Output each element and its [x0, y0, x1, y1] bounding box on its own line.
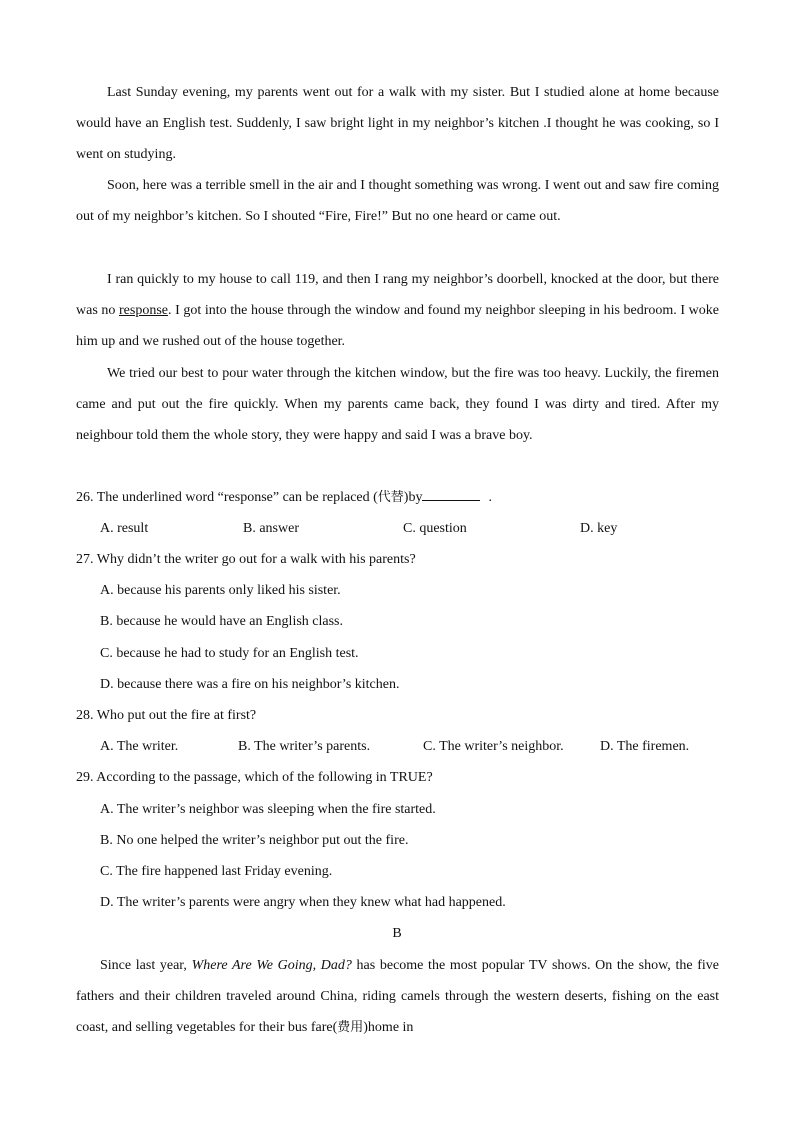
- section-b-text-mid: has become the most popular TV shows. On the show, the five fathers and their children traveled around China, riding camels through the western deserts, fishing on the east coast, and selling vegetables for their bus fare(: [76, 958, 719, 1036]
- question-26-stem: [76, 488, 492, 508]
- passage-paragraph-4: We tried our best to pour water through the kitchen window, but the fire was too heavy. Luckily, the firemen came and put out the fire quickly. When my parents came back, they found I was dirty and tired. After my neighbour told them the whole story, they were happy and said I was a brave boy.: [76, 366, 719, 444]
- question-26-option-d: D. key: [580, 521, 618, 536]
- section-b-text-start: Since last year,: [100, 958, 192, 973]
- question-27-option-c: C. because he had to study for an English test.: [100, 646, 359, 661]
- paragraph-3-text-end: . I got into the house through the window and found my neighbor sleeping in his bedroom. I woke him up and we rushed out of the house together.: [76, 303, 719, 350]
- passage-paragraph-2: Soon, here was a terrible smell in the air and I thought something was wrong. I went out and saw fire coming out of my neighbor’s kitchen. So I shouted “Fire, Fire!” But no one heard or came out.: [76, 178, 719, 225]
- show-title: Where Are We Going, Dad?: [191, 958, 352, 973]
- section-b-cjk: 费用: [337, 1020, 364, 1036]
- question-26-option-a: A. result: [100, 521, 149, 536]
- question-27-option-b: B. because he would have an English class.: [100, 614, 343, 629]
- question-27-stem: 27. Why didn’t the writer go out for a walk with his parents?: [76, 552, 416, 567]
- question-28-option-d: D. The firemen.: [600, 739, 690, 754]
- question-26-end: .: [488, 490, 492, 505]
- paragraph-3-text-start: I ran quickly to my house to call 119, and then I rang my neighbor’s doorbell, knocked at the door, but there was no: [76, 272, 719, 319]
- section-b-text-end: )home in: [363, 1020, 414, 1036]
- question-28-option-a: A. The writer.: [100, 739, 179, 754]
- passage-paragraph-1: Last Sunday evening, my parents went out for a walk with my sister. But I studied alone at home because would have an English test. Suddenly, I saw bright light in my neighbor’s kitchen .I thought he was cooking, so I went on studying.: [76, 85, 719, 163]
- underlined-word-response: response: [119, 303, 168, 319]
- question-28-stem: 28. Who put out the fire at first?: [76, 708, 257, 723]
- question-29-option-b: B. No one helped the writer’s neighbor put out the fire.: [100, 833, 409, 848]
- question-26-text-after: )by: [403, 490, 423, 505]
- question-29-stem: 29. According to the passage, which of the following in TRUE?: [76, 770, 433, 785]
- question-27-option-d: D. because there was a fire on his neighbor’s kitchen.: [100, 677, 400, 692]
- question-28-option-b: B. The writer’s parents.: [238, 739, 371, 754]
- question-26-option-b: B. answer: [243, 521, 299, 536]
- question-26-text: 26. The underlined word “response” can be replaced (: [76, 490, 378, 505]
- question-29-option-d: D. The writer’s parents were angry when they knew what had happened.: [100, 895, 506, 910]
- question-29-option-c: C. The fire happened last Friday evening.: [100, 864, 333, 879]
- question-28-option-c: C. The writer’s neighbor.: [423, 739, 564, 754]
- question-26-cjk: 代替: [377, 490, 404, 505]
- question-26-option-c: C. question: [403, 521, 467, 536]
- section-b-paragraph-1: [76, 950, 719, 1044]
- answer-blank: [422, 488, 480, 501]
- passage-paragraph-3: [76, 264, 719, 358]
- question-27-option-a: A. because his parents only liked his sister.: [100, 583, 341, 598]
- section-b-heading: B: [392, 926, 402, 941]
- question-29-option-a: A. The writer’s neighbor was sleeping when the fire started.: [100, 802, 436, 817]
